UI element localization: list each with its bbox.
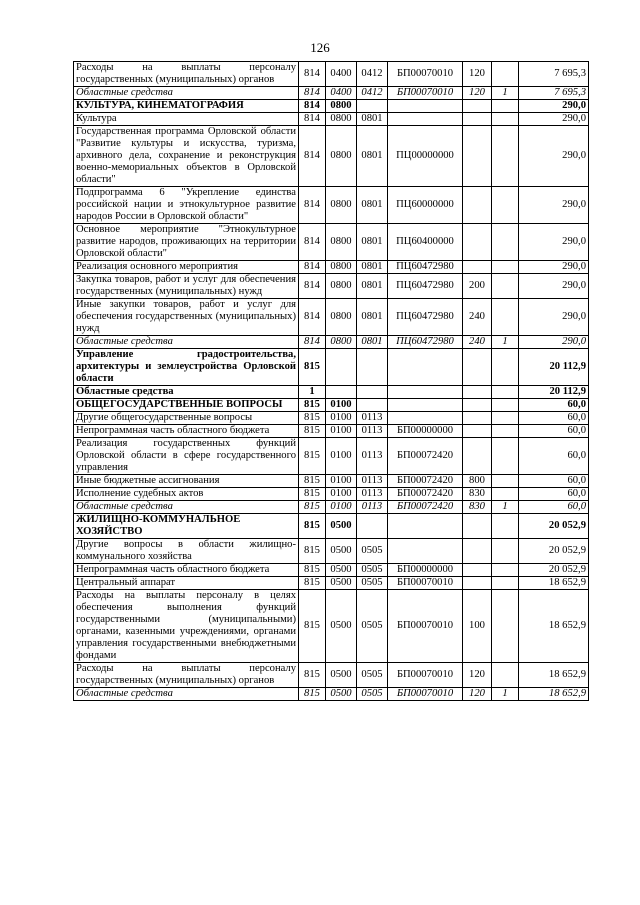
target-article-cell: БП00070010 <box>388 62 463 87</box>
target-article-cell: ПЦ00000000 <box>388 126 463 187</box>
funding-source-cell <box>492 475 519 488</box>
row-name-cell: Иные бюджетные ассигнования <box>74 475 299 488</box>
subsection-code-cell <box>357 386 388 399</box>
amount-cell: 18 652,9 <box>519 688 589 701</box>
target-article-cell <box>388 349 463 386</box>
ministry-code-cell: 815 <box>299 349 326 386</box>
table-row <box>74 386 589 399</box>
table-row <box>74 126 589 187</box>
subsection-code-cell: 0801 <box>357 126 388 187</box>
section-code-cell: 0500 <box>326 577 357 590</box>
subsection-code-cell: 0113 <box>357 488 388 501</box>
amount-cell: 60,0 <box>519 438 589 475</box>
subsection-code-cell: 0801 <box>357 187 388 224</box>
row-name-cell: Расходы на выплаты персоналу государственных (муниципальных) органов <box>74 62 299 87</box>
subsection-code-cell: 0505 <box>357 539 388 564</box>
ministry-code-cell: 814 <box>299 224 326 261</box>
target-article-cell <box>388 113 463 126</box>
ministry-code-cell: 814 <box>299 100 326 113</box>
row-name-cell: Областные средства <box>74 386 299 399</box>
table-row <box>74 577 589 590</box>
amount-cell: 290,0 <box>519 113 589 126</box>
expense-type-cell <box>463 514 492 539</box>
funding-source-cell <box>492 126 519 187</box>
subsection-code-cell: 0113 <box>357 412 388 425</box>
amount-cell: 18 652,9 <box>519 590 589 663</box>
section-code-cell: 0500 <box>326 688 357 701</box>
table-row <box>74 514 589 539</box>
table-row <box>74 349 589 386</box>
ministry-code-cell: 815 <box>299 399 326 412</box>
subsection-code-cell <box>357 100 388 113</box>
section-code-cell: 0100 <box>326 399 357 412</box>
expense-type-cell <box>463 577 492 590</box>
ministry-code-cell: 1 <box>299 386 326 399</box>
ministry-code-cell: 814 <box>299 113 326 126</box>
section-code-cell: 0500 <box>326 564 357 577</box>
section-code-cell: 0100 <box>326 488 357 501</box>
target-article-cell: ПЦ60000000 <box>388 187 463 224</box>
amount-cell: 20 112,9 <box>519 349 589 386</box>
amount-cell: 20 052,9 <box>519 514 589 539</box>
funding-source-cell: 1 <box>492 87 519 100</box>
row-name-cell: Непрограммная часть областного бюджета <box>74 564 299 577</box>
ministry-code-cell: 815 <box>299 539 326 564</box>
funding-source-cell <box>492 539 519 564</box>
target-article-cell <box>388 412 463 425</box>
amount-cell: 60,0 <box>519 488 589 501</box>
row-name-cell: Областные средства <box>74 688 299 701</box>
subsection-code-cell: 0801 <box>357 299 388 336</box>
row-name-cell: Другие вопросы в области жилищно-коммунального хозяйства <box>74 539 299 564</box>
target-article-cell: ПЦ60472980 <box>388 261 463 274</box>
table-row <box>74 399 589 412</box>
ministry-code-cell: 815 <box>299 412 326 425</box>
funding-source-cell <box>492 274 519 299</box>
subsection-code-cell: 0412 <box>357 62 388 87</box>
amount-cell: 18 652,9 <box>519 663 589 688</box>
subsection-code-cell: 0113 <box>357 501 388 514</box>
subsection-code-cell: 0801 <box>357 261 388 274</box>
table-body <box>74 62 589 701</box>
section-code-cell: 0800 <box>326 100 357 113</box>
amount-cell: 7 695,3 <box>519 62 589 87</box>
target-article-cell: БП00070010 <box>388 87 463 100</box>
amount-cell: 290,0 <box>519 336 589 349</box>
expense-type-cell <box>463 100 492 113</box>
section-code-cell <box>326 386 357 399</box>
funding-source-cell <box>492 412 519 425</box>
table-row <box>74 100 589 113</box>
row-name-cell: Подпрограмма 6 "Укрепление единства российской нации и этнокультурное развитие народов России в Орловской области" <box>74 187 299 224</box>
ministry-code-cell: 815 <box>299 425 326 438</box>
funding-source-cell <box>492 113 519 126</box>
subsection-code-cell <box>357 399 388 412</box>
expense-type-cell: 830 <box>463 488 492 501</box>
funding-source-cell <box>492 488 519 501</box>
amount-cell: 290,0 <box>519 100 589 113</box>
table-row <box>74 336 589 349</box>
section-code-cell: 0800 <box>326 113 357 126</box>
row-name-cell: Исполнение судебных актов <box>74 488 299 501</box>
row-name-cell: Культура <box>74 113 299 126</box>
target-article-cell: БП00070010 <box>388 663 463 688</box>
row-name-cell: Непрограммная часть областного бюджета <box>74 425 299 438</box>
subsection-code-cell: 0801 <box>357 336 388 349</box>
funding-source-cell <box>492 399 519 412</box>
row-name-cell: Областные средства <box>74 336 299 349</box>
table-row <box>74 412 589 425</box>
ministry-code-cell: 814 <box>299 274 326 299</box>
expense-type-cell <box>463 349 492 386</box>
funding-source-cell <box>492 590 519 663</box>
row-name-cell: Областные средства <box>74 501 299 514</box>
row-name-cell: Реализация основного мероприятия <box>74 261 299 274</box>
amount-cell: 290,0 <box>519 299 589 336</box>
section-code-cell: 0500 <box>326 663 357 688</box>
expense-type-cell <box>463 224 492 261</box>
target-article-cell: БП00000000 <box>388 425 463 438</box>
expense-type-cell <box>463 412 492 425</box>
ministry-code-cell: 815 <box>299 577 326 590</box>
table-row <box>74 688 589 701</box>
expense-type-cell <box>463 386 492 399</box>
section-code-cell: 0800 <box>326 274 357 299</box>
funding-source-cell <box>492 224 519 261</box>
section-code-cell: 0100 <box>326 501 357 514</box>
ministry-code-cell: 815 <box>299 663 326 688</box>
expense-type-cell <box>463 187 492 224</box>
target-article-cell <box>388 514 463 539</box>
subsection-code-cell: 0801 <box>357 274 388 299</box>
expense-type-cell <box>463 564 492 577</box>
subsection-code-cell: 0113 <box>357 425 388 438</box>
ministry-code-cell: 815 <box>299 590 326 663</box>
amount-cell: 290,0 <box>519 261 589 274</box>
amount-cell: 18 652,9 <box>519 577 589 590</box>
ministry-code-cell: 815 <box>299 438 326 475</box>
amount-cell: 290,0 <box>519 187 589 224</box>
section-code-cell: 0800 <box>326 336 357 349</box>
table-row <box>74 274 589 299</box>
table-row <box>74 564 589 577</box>
target-article-cell <box>388 539 463 564</box>
funding-source-cell <box>492 438 519 475</box>
table-row <box>74 438 589 475</box>
funding-source-cell <box>492 299 519 336</box>
ministry-code-cell: 814 <box>299 87 326 100</box>
ministry-code-cell: 814 <box>299 62 326 87</box>
ministry-code-cell: 814 <box>299 126 326 187</box>
row-name-cell: Управление градостроительства, архитектуры и землеустройства Орловской области <box>74 349 299 386</box>
row-name-cell: Основное мероприятие "Этнокультурное развитие народов, проживающих на территории Орловской области" <box>74 224 299 261</box>
target-article-cell: БП00072420 <box>388 488 463 501</box>
section-code-cell: 0500 <box>326 590 357 663</box>
section-code-cell: 0800 <box>326 126 357 187</box>
subsection-code-cell: 0505 <box>357 577 388 590</box>
target-article-cell: БП00072420 <box>388 501 463 514</box>
subsection-code-cell: 0113 <box>357 438 388 475</box>
table-row <box>74 113 589 126</box>
subsection-code-cell: 0801 <box>357 113 388 126</box>
target-article-cell: ПЦ60472980 <box>388 299 463 336</box>
expense-type-cell: 120 <box>463 688 492 701</box>
table-row <box>74 663 589 688</box>
expense-type-cell: 240 <box>463 299 492 336</box>
row-name-cell: Государственная программа Орловской области "Развитие культуры и искусства, туризма, архивного дела, сохранение и реконструкция военно-мемориальных объектов в Орловской области" <box>74 126 299 187</box>
ministry-code-cell: 815 <box>299 488 326 501</box>
section-code-cell: 0400 <box>326 62 357 87</box>
subsection-code-cell: 0505 <box>357 590 388 663</box>
table-row <box>74 488 589 501</box>
funding-source-cell: 1 <box>492 688 519 701</box>
row-name-cell: Иные закупки товаров, работ и услуг для обеспечения государственных (муниципальных) нужд <box>74 299 299 336</box>
ministry-code-cell: 814 <box>299 336 326 349</box>
ministry-code-cell: 815 <box>299 475 326 488</box>
funding-source-cell <box>492 663 519 688</box>
expense-type-cell <box>463 126 492 187</box>
amount-cell: 290,0 <box>519 224 589 261</box>
amount-cell: 290,0 <box>519 126 589 187</box>
funding-source-cell <box>492 386 519 399</box>
target-article-cell: ПЦ60472980 <box>388 274 463 299</box>
expense-type-cell: 240 <box>463 336 492 349</box>
table-row <box>74 261 589 274</box>
funding-source-cell <box>492 564 519 577</box>
target-article-cell: БП00072420 <box>388 475 463 488</box>
ministry-code-cell: 815 <box>299 688 326 701</box>
expense-type-cell <box>463 438 492 475</box>
expense-type-cell <box>463 261 492 274</box>
funding-source-cell <box>492 577 519 590</box>
funding-source-cell: 1 <box>492 336 519 349</box>
row-name-cell: Расходы на выплаты персоналу в целях обеспечения выполнения функций государственными (муниципальными) органами, казенными учреждениями, органами управления государственными внебюджетными фондами <box>74 590 299 663</box>
funding-source-cell <box>492 261 519 274</box>
target-article-cell: БП00070010 <box>388 590 463 663</box>
expense-type-cell <box>463 539 492 564</box>
row-name-cell: ОБЩЕГОСУДАРСТВЕННЫЕ ВОПРОСЫ <box>74 399 299 412</box>
section-code-cell: 0500 <box>326 539 357 564</box>
ministry-code-cell: 814 <box>299 299 326 336</box>
table-row <box>74 187 589 224</box>
funding-source-cell <box>492 187 519 224</box>
row-name-cell: Центральный аппарат <box>74 577 299 590</box>
row-name-cell: Закупка товаров, работ и услуг для обеспечения государственных (муниципальных) нужд <box>74 274 299 299</box>
subsection-code-cell: 0505 <box>357 688 388 701</box>
row-name-cell: Другие общегосударственные вопросы <box>74 412 299 425</box>
amount-cell: 60,0 <box>519 501 589 514</box>
section-code-cell: 0800 <box>326 224 357 261</box>
ministry-code-cell: 814 <box>299 261 326 274</box>
expense-type-cell <box>463 399 492 412</box>
target-article-cell: БП00070010 <box>388 577 463 590</box>
amount-cell: 60,0 <box>519 425 589 438</box>
funding-source-cell <box>492 349 519 386</box>
expense-type-cell: 120 <box>463 663 492 688</box>
expense-type-cell: 120 <box>463 62 492 87</box>
amount-cell: 20 112,9 <box>519 386 589 399</box>
target-article-cell: БП00070010 <box>388 688 463 701</box>
row-name-cell: Расходы на выплаты персоналу государственных (муниципальных) органов <box>74 663 299 688</box>
target-article-cell <box>388 386 463 399</box>
section-code-cell: 0500 <box>326 514 357 539</box>
amount-cell: 20 052,9 <box>519 539 589 564</box>
target-article-cell: БП00072420 <box>388 438 463 475</box>
funding-source-cell <box>492 425 519 438</box>
section-code-cell <box>326 349 357 386</box>
section-code-cell: 0800 <box>326 299 357 336</box>
subsection-code-cell: 0801 <box>357 224 388 261</box>
funding-source-cell <box>492 514 519 539</box>
section-code-cell: 0100 <box>326 438 357 475</box>
amount-cell: 60,0 <box>519 412 589 425</box>
table-row <box>74 501 589 514</box>
funding-source-cell <box>492 100 519 113</box>
amount-cell: 60,0 <box>519 475 589 488</box>
amount-cell: 290,0 <box>519 274 589 299</box>
subsection-code-cell: 0412 <box>357 87 388 100</box>
amount-cell: 7 695,3 <box>519 87 589 100</box>
expense-type-cell: 830 <box>463 501 492 514</box>
row-name-cell: КУЛЬТУРА, КИНЕМАТОГРАФИЯ <box>74 100 299 113</box>
section-code-cell: 0100 <box>326 475 357 488</box>
section-code-cell: 0800 <box>326 187 357 224</box>
section-code-cell: 0100 <box>326 425 357 438</box>
table-row <box>74 425 589 438</box>
subsection-code-cell: 0505 <box>357 663 388 688</box>
target-article-cell: ПЦ60472980 <box>388 336 463 349</box>
ministry-code-cell: 815 <box>299 501 326 514</box>
expense-type-cell <box>463 113 492 126</box>
expense-type-cell <box>463 425 492 438</box>
target-article-cell <box>388 100 463 113</box>
target-article-cell <box>388 399 463 412</box>
funding-source-cell <box>492 62 519 87</box>
table-row <box>74 62 589 87</box>
table-row <box>74 539 589 564</box>
expense-type-cell: 120 <box>463 87 492 100</box>
table-row <box>74 224 589 261</box>
funding-source-cell: 1 <box>492 501 519 514</box>
table-row <box>74 299 589 336</box>
subsection-code-cell <box>357 514 388 539</box>
ministry-code-cell: 815 <box>299 514 326 539</box>
expense-type-cell: 800 <box>463 475 492 488</box>
subsection-code-cell <box>357 349 388 386</box>
section-code-cell: 0800 <box>326 261 357 274</box>
budget-table <box>73 61 589 701</box>
row-name-cell: Областные средства <box>74 87 299 100</box>
table-row <box>74 590 589 663</box>
row-name-cell: Реализация государственных функций Орловской области в сфере государственного управления <box>74 438 299 475</box>
subsection-code-cell: 0505 <box>357 564 388 577</box>
expense-type-cell: 100 <box>463 590 492 663</box>
target-article-cell: ПЦ60400000 <box>388 224 463 261</box>
expense-type-cell: 200 <box>463 274 492 299</box>
subsection-code-cell: 0113 <box>357 475 388 488</box>
target-article-cell: БП00000000 <box>388 564 463 577</box>
ministry-code-cell: 815 <box>299 564 326 577</box>
table-row <box>74 87 589 100</box>
table-row <box>74 475 589 488</box>
amount-cell: 20 052,9 <box>519 564 589 577</box>
page-number: 126 <box>310 40 330 55</box>
amount-cell: 60,0 <box>519 399 589 412</box>
section-code-cell: 0100 <box>326 412 357 425</box>
row-name-cell: ЖИЛИЩНО-КОММУНАЛЬНОЕ ХОЗЯЙСТВО <box>74 514 299 539</box>
section-code-cell: 0400 <box>326 87 357 100</box>
ministry-code-cell: 814 <box>299 187 326 224</box>
